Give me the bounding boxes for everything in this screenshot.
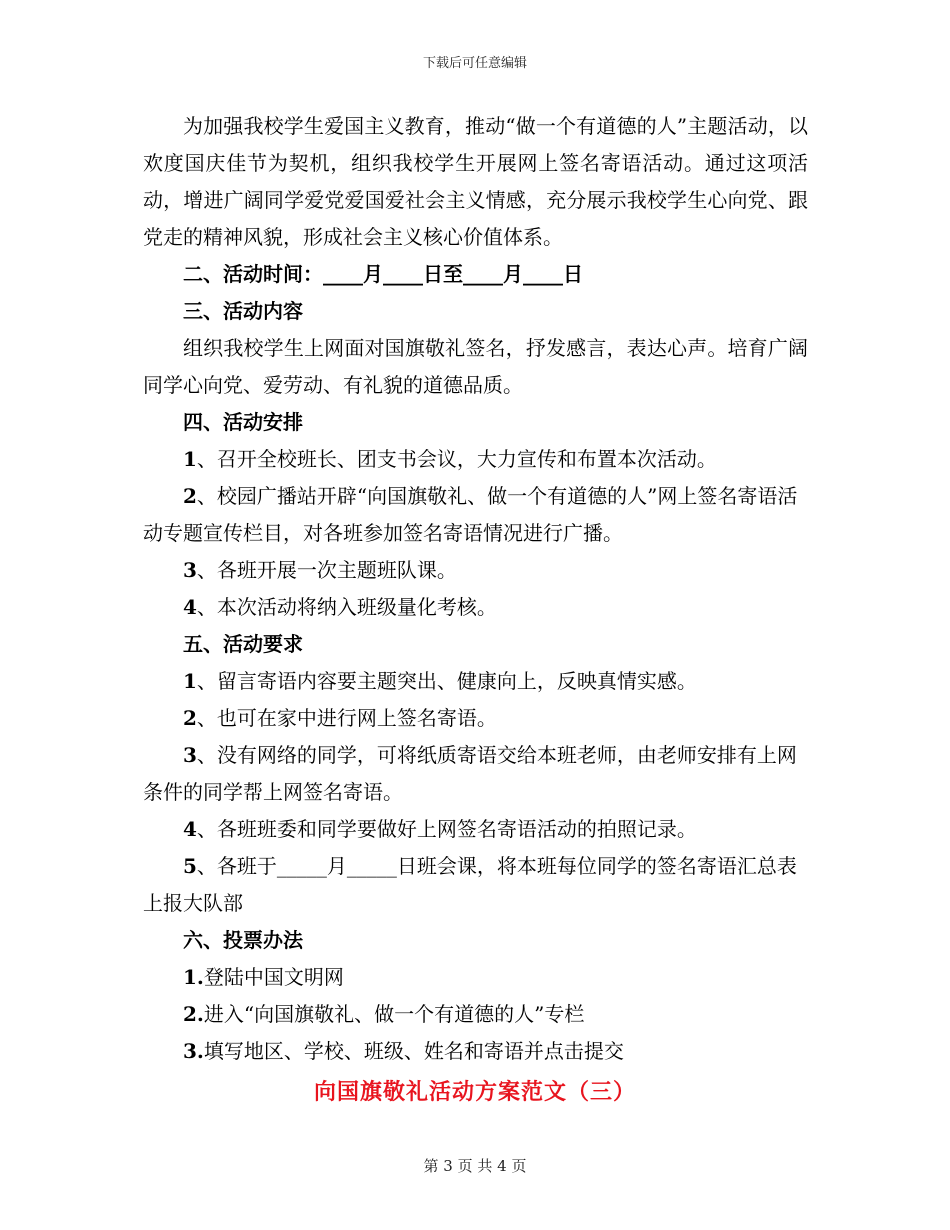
- section-heading-time: 二、活动时间：____月____日至____月____日: [183, 262, 583, 286]
- list-item: 3.填写地区、学校、班级、姓名和寄语并点击提交: [183, 1039, 624, 1063]
- list-item: 2、也可在家中进行网上签名寄语。: [183, 706, 497, 730]
- section-heading-arrangement: 四、活动安排: [183, 410, 303, 434]
- list-item: 3、没有网络的同学，可将纸质寄语交给本班老师，由老师安排有上网条件的同学帮上网签名寄语。: [143, 743, 797, 804]
- page-header: 下载后可任意编辑: [422, 56, 527, 71]
- list-item: 1、召开全校班长、团支书会议，大力宣传和布置本次活动。: [183, 447, 717, 471]
- list-item: 4、本次活动将纳入班级量化考核。: [183, 595, 497, 619]
- section-heading-voting: 六、投票办法: [183, 928, 303, 952]
- list-item: 2.进入“向国旗敬礼、做一个有道德的人”专栏: [183, 1002, 585, 1026]
- page-footer: 第 3 页 共 4 页: [423, 1157, 527, 1175]
- list-item: 3、各班开展一次主题班队课。: [183, 558, 457, 582]
- section-heading-requirements: 五、活动要求: [183, 632, 303, 656]
- section-content-paragraph: 组织我校学生上网面对国旗敬礼签名，抒发感言，表达心声。培育广阔同学心向党、爱劳动、有礼貌的道德品质。: [143, 336, 808, 397]
- list-item: 2、校园广播站开辟“向国旗敬礼、做一个有道德的人”网上签名寄语活动专题宣传栏目，对各班参加签名寄语情况进行广播。: [143, 484, 798, 545]
- list-item: 5、各班于_____月_____日班会课，将本班每位同学的签名寄语汇总表上报大队部: [143, 854, 797, 915]
- document-body: [143, 108, 808, 1070]
- list-item: 1、留言寄语内容要主题突出、健康向上，反映真情实感。: [183, 669, 697, 693]
- list-item: 1.登陆中国文明网: [183, 965, 344, 989]
- intro-paragraph: 为加强我校学生爱国主义教育，推动“做一个有道德的人”主题活动，以欢度国庆佳节为契机，组织我校学生开展网上签名寄语活动。通过这项活动，增进广阔同学爱党爱国爱社会主义情感，充分展示我校学生心向党、跟党走的精神风貌，形成社会主义核心价值体系。: [143, 114, 808, 249]
- next-section-title: 向国旗敬礼活动方案范文（三）: [313, 1079, 636, 1105]
- list-item: 4、各班班委和同学要做好上网签名寄语活动的拍照记录。: [183, 817, 697, 841]
- section-heading-content: 三、活动内容: [183, 299, 303, 323]
